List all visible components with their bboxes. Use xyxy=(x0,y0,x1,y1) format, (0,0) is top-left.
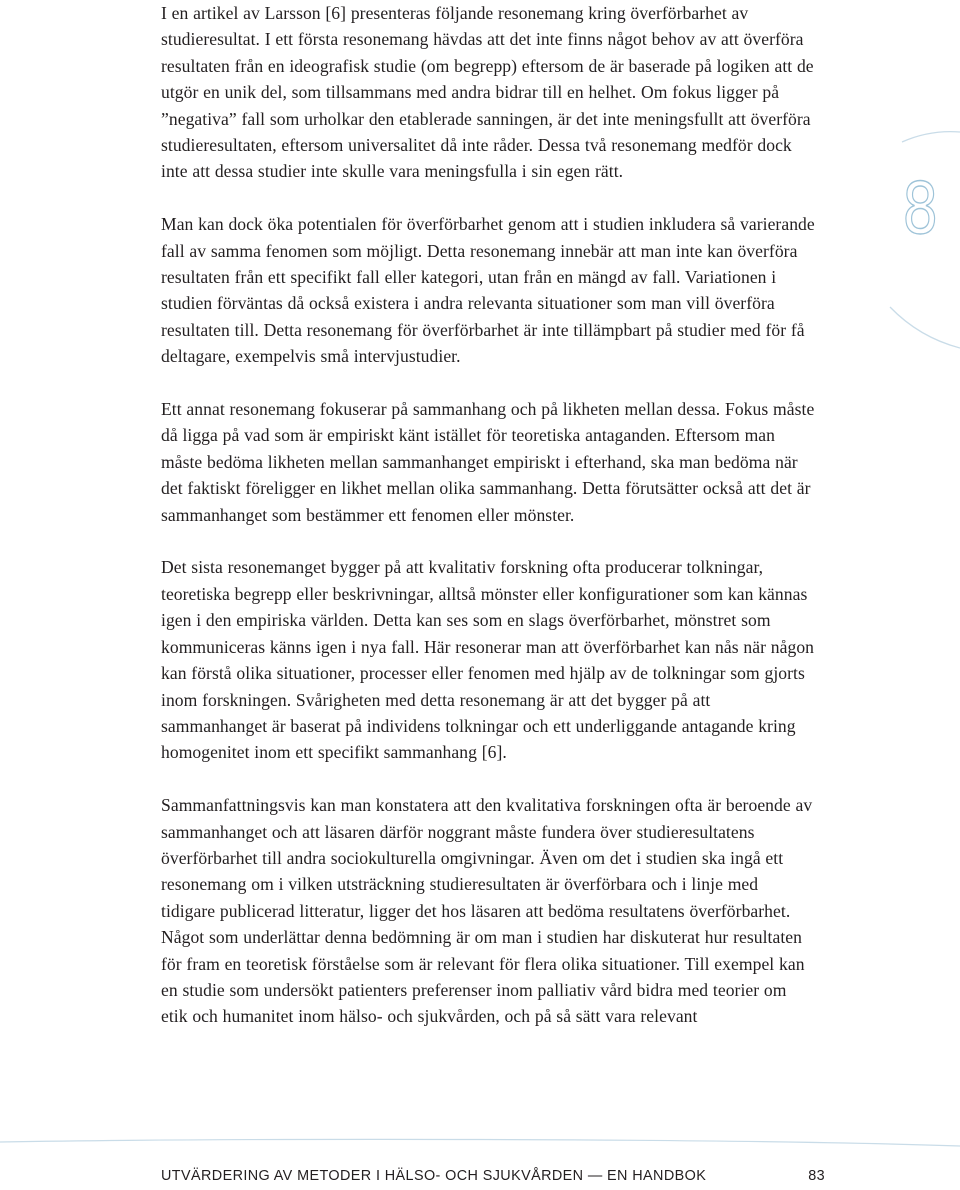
chapter-arc-icon xyxy=(820,112,960,377)
paragraph-2: Man kan dock öka potentialen för överförbarhet genom att i studien inkludera så varierande fall av samma fenomen som möjligt. Detta resonemang innebär att man inte kan överföra resultaten från ett specifikt fall eller kategori, utan från en mängd av fall. Variationen i studien förväntas då också existera i andra relevanta situationer som man vill överföra resultaten till. Detta resonemang för överförbarhet är inte tillämpbart på studier med för få deltagare, exempelvis små intervjustudier. xyxy=(161,214,815,367)
paragraph-3: Ett annat resonemang fokuserar på sammanhang och på likheten mellan dessa. Fokus måste då ligga på vad som är empiriskt känt istället för teoretiska antaganden. Eftersom man måste bedöma likheten mellan sammanhanget empiriskt i efterhand, ska man bedöma när det faktiskt föreligger en likhet mellan olika sammanhang. Detta förutsätter också att det är sammanhanget som bestämmer ett fenomen eller mönster. xyxy=(161,399,815,525)
paragraph-4: Det sista resonemanget bygger på att kvalitativ forskning ofta producerar tolkningar, teoretiska begrepp eller beskrivningar, alltså mönster eller konfigurationer som kan kännas igen i den empiriska världen. Detta kan ses som en slags överförbarhet, mönstret som kommuniceras känns igen i nya fall. Här resonerar man att överförbarhet kan nås när någon kan förstå olika situationer, processer eller fenomen med hjälp av de tolkningar som gjorts inom forskningen. Svårigheten med detta resonemang är att det bygger på att sammanhanget är baserat på individens tolkningar och ett underliggande antagande kring homogenitet inom ett specifikt sammanhang [6]. xyxy=(161,557,815,763)
page-number: 83 xyxy=(808,1168,825,1184)
footer-title: UTVÄRDERING AV METODER I HÄLSO- OCH SJUKVÅRDEN — EN HANDBOK xyxy=(161,1168,707,1184)
paragraph-5: Sammanfattningsvis kan man konstatera att den kvalitativa forskningen ofta är beroende av sammanhanget och att läsaren därför noggrant måste fundera över studieresultatens överförbarhet till andra sociokulturella omgivningar. Även om det i studien ska ingå ett resonemang om i vilken utsträckning studieresultaten är överförbara och i linje med tidigare publicerad litteratur, ligger det hos läsaren att bedöma resultatens överförbarhet. Något som underlättar denna bedömning är om man i studien har diskuterat hur resultaten för fram en teoretisk förståelse som är relevant för flera olika situationer. Till exempel kan en studie som undersökt patienters preferenser inom palliativ vård bidra med teorier om etik och humanitet inom hälso- och sjukvården, och på så sätt vara relevant xyxy=(161,795,813,1027)
chapter-tab xyxy=(820,112,960,377)
footer-accent-line xyxy=(0,1130,960,1160)
chapter-number: 8 xyxy=(902,168,939,250)
paragraph-1: I en artikel av Larsson [6] presenteras följande resonemang kring överförbarhet av studieresultat. I ett första resonemang hävdas att det inte finns något behov av att överföra resultaten från en ideografisk studie (om begrepp) eftersom de är baserade på logiken att de utgör en unik del, som tillsammans med andra bidrar till en helhet. Om fokus ligger på ”negativa” fall som urholkar den etablerade sanningen, är det inte meningsfullt att överföra studieresultaten, eftersom universalitet då inte råder. Dessa två resonemang medför dock inte att dessa studier inte skulle vara meningsfulla i sin egen rätt. xyxy=(161,3,814,182)
body-text xyxy=(161,0,816,1030)
